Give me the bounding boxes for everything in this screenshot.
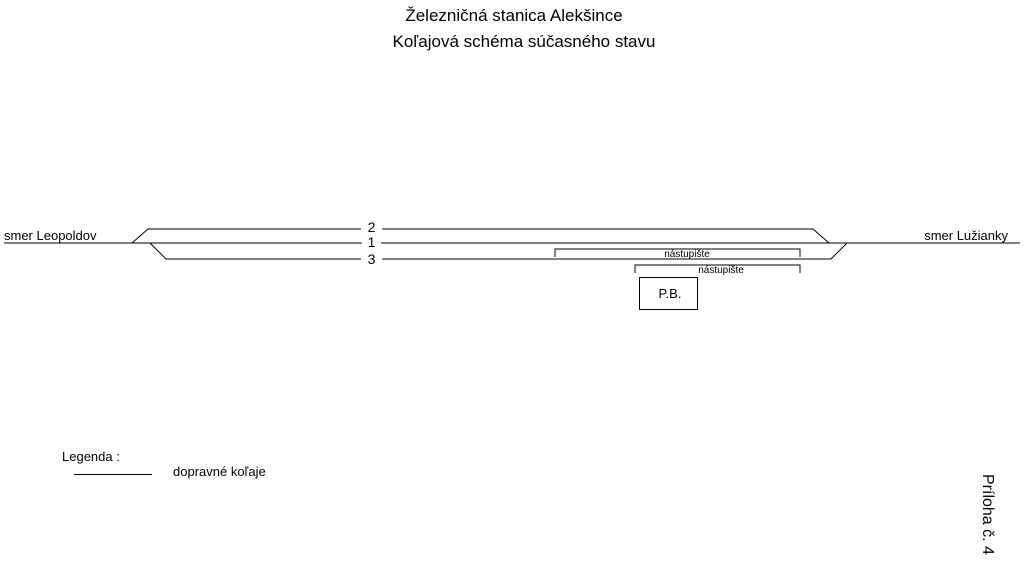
track-1-label: 1 [367,234,376,250]
diagram-subtitle: Koľajová schéma súčasného stavu [392,32,656,51]
platform-2-label: nástupište [698,265,744,276]
track-2-label: 2 [367,219,376,235]
direction-right-label: smer Lužianky [924,228,1008,243]
track-3-label: 3 [367,251,376,267]
direction-left-label: smer Leopoldov [4,228,97,243]
station-building-label: P.B. [658,286,682,301]
diagram-title: Železničná stanica Alekšince [405,6,623,25]
legend-item-label: dopravné koľaje [173,464,266,479]
track-3-line-left [150,243,361,259]
platform-1-label: nástupište [664,249,710,260]
track-3-line-right [382,243,847,259]
annex-label: Príloha č. 4 [979,474,996,555]
track-2-line-right [382,229,829,243]
track-2-line-left [132,229,361,243]
legend-title: Legenda : [62,449,120,464]
